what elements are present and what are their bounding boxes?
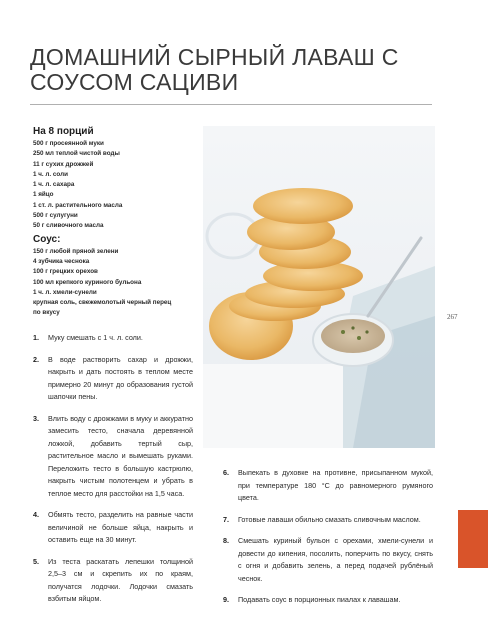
ingredient-item: 1 яйцо — [33, 191, 54, 199]
step-item — [33, 413, 193, 501]
ingredient-item: 4 зубчика чеснока — [33, 257, 90, 265]
step-item — [223, 594, 433, 607]
step-number: 1. — [33, 333, 39, 342]
step-text: Обмять тесто, разделить на равные части величиной не больше яйца, накрыть и оставить еще на 30 минут. — [48, 510, 193, 544]
ingredient-item: 100 г грецких орехов — [33, 268, 98, 276]
step-text: Влить воду с дрожжами в муку и аккуратно замесить тесто, сначала деревянной ложкой, добавить тертый сыр, растительное масло и вымешать руками. Переложить тесто в большую кастрюлю, накрыть чистым полотенцем и убрать в теплое место для расстойки на 1,5 часа. — [48, 413, 193, 498]
section-tab — [458, 510, 488, 568]
step-number: 2. — [33, 354, 39, 364]
step-item — [223, 535, 433, 585]
recipe-photo — [203, 126, 435, 448]
step-number: 8. — [223, 536, 229, 545]
ingredient-item: 500 г просеянной муки — [33, 140, 104, 147]
step-item — [33, 354, 193, 404]
ingredient-item: 100 мл крепкого куриного бульона — [33, 278, 142, 286]
steps-list-right — [223, 467, 433, 616]
step-text: Выпекать в духовке на противне, присыпанном мукой, при температуре 180 °С до равномерного румяного цвета. — [238, 468, 433, 502]
steps-list-left — [33, 332, 193, 615]
ingredient-item: 50 г сливочного масла — [33, 222, 104, 230]
step-item — [223, 514, 433, 527]
ingredient-item: 1 ч. л. хмели-сунели — [33, 288, 97, 296]
step-number: 4. — [33, 510, 39, 519]
step-item — [33, 556, 193, 606]
step-text: Из теста раскатать лепешки толщиной 2,5–3 см и скрепить их по краям, получатся лодочки. Лодочки смазать взбитым яйцом. — [48, 556, 193, 603]
step-text: В воде растворить сахар и дрожжи, накрыть и дать постоять в теплом месте примерно 20 минут до образования густой шапочки пены. — [48, 354, 193, 401]
ingredient-item: 150 г любой пряной зелени — [33, 247, 119, 255]
ingredients-block — [33, 126, 203, 321]
ingredient-item: крупная соль, свежемолотый черный перец — [33, 299, 172, 307]
title-divider — [30, 104, 432, 105]
step-number: 7. — [223, 514, 229, 524]
ingredient-item: 1 ст. л. растительного масла — [33, 201, 123, 209]
step-text: Смешать куриный бульон с орехами, хмели-сунели и довести до кипения, посолить, поперчить по вкусу, снять с огня и добавить зелень, а перед подачей рублёный чеснок. — [238, 536, 433, 583]
portions-heading: На 8 порций — [33, 126, 94, 137]
step-text: Муку смешать с 1 ч. л. соли. — [48, 333, 143, 342]
ingredient-item: 250 мл теплой чистой воды — [33, 150, 120, 158]
ingredient-item: по вкусу — [33, 309, 60, 317]
recipe-title: ДОМАШНИЙ СЫРНЫЙ ЛАВАШ С СОУСОМ САЦИВИ — [30, 44, 399, 95]
ingredient-item: 500 г сулугуни — [33, 212, 78, 220]
ingredient-item: 1 ч. л. сахара — [33, 181, 75, 189]
step-item — [223, 467, 433, 505]
page-number: 267 — [447, 313, 458, 321]
sauce-ingredient-list — [33, 247, 203, 319]
step-item — [33, 509, 193, 547]
step-text: Готовые лаваши обильно смазать сливочным маслом. — [238, 514, 421, 524]
step-number: 9. — [223, 595, 229, 604]
step-number: 3. — [33, 413, 39, 423]
step-text: Подавать соус в порционных пиалах к лавашам. — [238, 595, 401, 604]
ingredient-item: 11 г сухих дрожжей — [33, 160, 94, 168]
dough-ingredient-list — [33, 139, 203, 232]
sauce-heading: Соус: — [33, 233, 61, 245]
step-number: 6. — [223, 468, 229, 477]
step-number: 5. — [33, 556, 39, 566]
step-item — [33, 332, 193, 345]
ingredient-item: 1 ч. л. соли — [33, 170, 68, 178]
